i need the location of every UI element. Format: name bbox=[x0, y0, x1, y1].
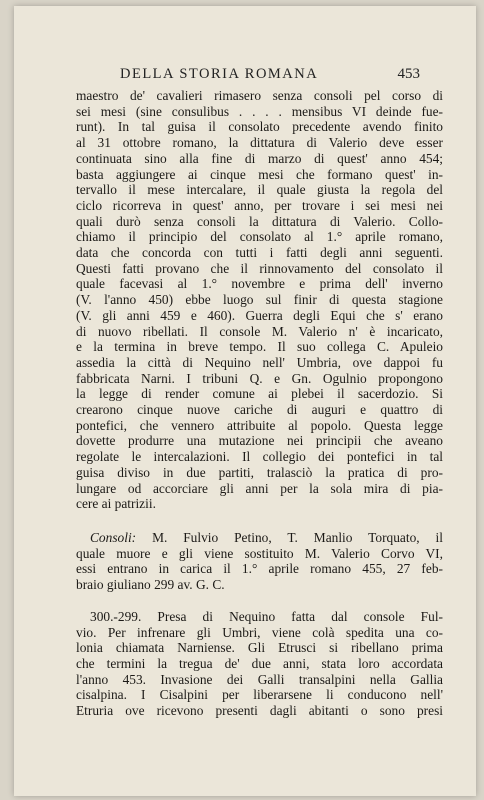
text-line: quali durò senza consoli la dittatura di Valerio. Collo- bbox=[76, 213, 443, 229]
text-line: crearono cinque nuove cariche di auguri e quattro di bbox=[76, 402, 443, 418]
text-line: lonia chiamata Narniense. Gli Etrusci si ribellano prima bbox=[76, 640, 443, 656]
text-line: cisalpina. I Cisalpini per liberarsene li conducono nell' bbox=[76, 687, 443, 703]
text-line: lungare od accorciare gli anni per la sola mira di pia- bbox=[76, 480, 443, 496]
text-line: (V. l'anno 450) ebbe luogo sul finir di questa stagione bbox=[76, 292, 443, 308]
paragraph-nequino bbox=[76, 609, 443, 719]
text-line: la legge di render comune ai plebei il sacerdozio. Si bbox=[76, 386, 443, 402]
consoli-label: Consoli: bbox=[90, 529, 137, 545]
text-line: al 31 ottobre romano, la dittatura di Valerio deve esser bbox=[76, 135, 443, 151]
running-title: DELLA STORIA ROMANA bbox=[120, 66, 319, 82]
page-number: 453 bbox=[397, 66, 420, 82]
text-line: continuata sino alla fine di marzo di quest' anno 454; bbox=[76, 150, 443, 166]
text-line: fabbricata Narni. I tribuni Q. e Gn. Ogulnio propongono bbox=[76, 370, 443, 386]
paragraph-dictatorship bbox=[76, 88, 443, 512]
text-line: braio giuliano 299 av. G. C. bbox=[76, 577, 225, 593]
text-line: pontefici, che vennero attribuite al popolo. Questa legge bbox=[76, 417, 443, 433]
text-line: e la termina in breve tempo. Il suo collega C. Apuleio bbox=[76, 339, 443, 355]
book-page bbox=[14, 6, 476, 796]
text-line: chiamo il principio del consolato al 1.° aprile romano, bbox=[76, 229, 443, 245]
body-text bbox=[76, 88, 443, 719]
page-header bbox=[76, 66, 420, 86]
text-line: basta aggiungere ai cinque mesi che formano quest' in- bbox=[76, 166, 443, 182]
paragraph-gap bbox=[76, 593, 443, 609]
text-line: dovette produrre una mutazione nei principii che aveano bbox=[76, 433, 443, 449]
text-line: ciclo ricorreva in quest' anno, per trovare i sei mesi nei bbox=[76, 197, 443, 213]
text-line: vio. Per infrenare gli Umbri, viene colà spedita una co- bbox=[76, 624, 443, 640]
text-line: (V. gli anni 459 e 460). Guerra degli Equi che s' erano bbox=[76, 307, 443, 323]
text-line: regolate le intercalazioni. Il collegio dei pontefici in tal bbox=[76, 449, 443, 465]
text-line: cere ai patrizii. bbox=[76, 496, 156, 512]
text-line: quale muore e gli viene sostituito M. Valerio Corvo VI, bbox=[76, 545, 443, 561]
text-line: Etruria ove ricevono presenti dagli abitanti o sono presi bbox=[76, 703, 443, 719]
text-line: assedia la città di Nequino nell' Umbria, ove dappoi fu bbox=[76, 354, 443, 370]
text-line: l'anno 453. Invasione dei Galli transalpini nella Gallia bbox=[76, 671, 443, 687]
paragraph-gap bbox=[76, 512, 443, 530]
text-line: di nuovo ribellati. Il console M. Valerio n' è incaricato, bbox=[76, 323, 443, 339]
text-line: data che concorda con tutti i fatti degli anni seguenti. bbox=[76, 245, 443, 261]
text-line: guisa diviso in due partiti, tralasciò la pratica di pro- bbox=[76, 464, 443, 480]
consoli-names: M. Fulvio Petino, T. Manlio Torquato, il bbox=[152, 529, 443, 545]
text-line: maestro de' cavalieri rimasero senza consoli pel corso di bbox=[76, 88, 443, 103]
text-line: runt). In tal guisa il consolato precedente avendo finito bbox=[76, 119, 443, 135]
text-line: sei mesi (sine consulibus . . . . mensibus VI deinde fue- bbox=[76, 103, 443, 119]
text-line bbox=[76, 530, 443, 546]
paragraph-consoli bbox=[76, 530, 443, 593]
text-line: tervallo il mese intercalare, il quale giusta la regola del bbox=[76, 182, 443, 198]
text-line: 300.-299. Presa di Nequino fatta dal console Ful- bbox=[90, 608, 443, 624]
text-line: essi entrano in carica il 1.° aprile romano 455, 27 feb- bbox=[76, 561, 443, 577]
text-line: Questi fatti provano che il rinnovamento del consolato il bbox=[76, 260, 443, 276]
text-line: quale facevasi al 1.° novembre e prima dell' inverno bbox=[76, 276, 443, 292]
text-line: che termini la tregua de' due anni, stata loro accordata bbox=[76, 655, 443, 671]
